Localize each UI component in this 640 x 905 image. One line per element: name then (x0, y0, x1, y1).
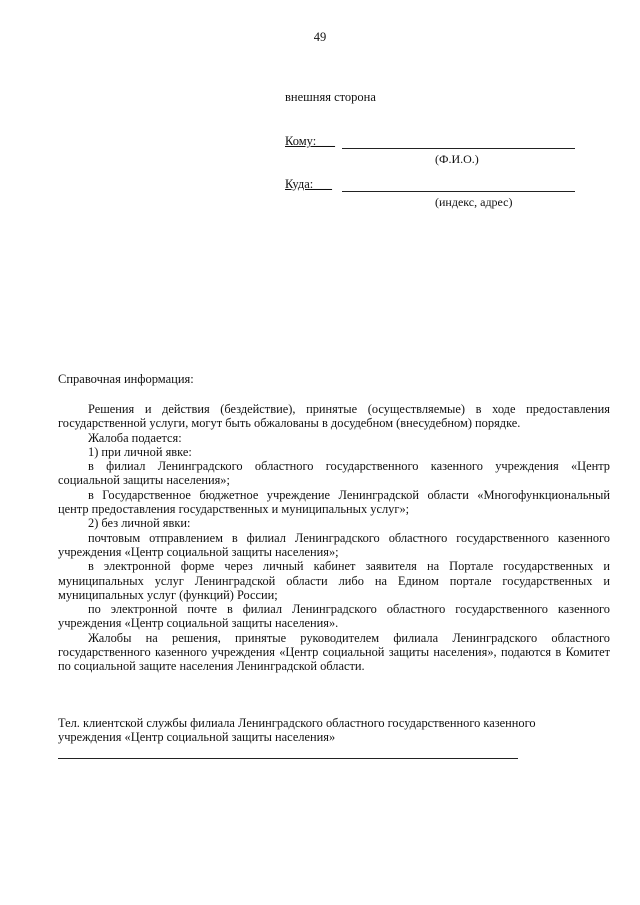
paragraph: в Государственное бюджетное учреждение Ленинградской области «Многофункциональный центр предоставления государственных и муниципальных услуг»; (58, 487, 610, 517)
contact-block (58, 716, 588, 745)
paragraph: Жалоба подается: (88, 430, 182, 445)
paragraph: по электронной почте в филиал Ленинградского областного государственного казенного учреждения «Центр социальной защиты населения». (58, 602, 610, 631)
paragraph: 1) при личной явке: (88, 444, 192, 459)
to-field (285, 134, 575, 166)
paragraph: 2) без личной явки: (88, 516, 191, 531)
where-line (342, 191, 575, 192)
contact-line (58, 758, 518, 759)
side-label: внешняя сторона (285, 90, 376, 104)
paragraph: почтовым отправлением в филиал Ленинградского областного государственного казенного учреждения «Центр социальной защиты населения»; (58, 530, 610, 559)
to-hint: (Ф.И.О.) (435, 152, 479, 166)
contact-text: Тел. клиентской службы филиала Ленинградского областного государственного казенного учреждения «Центр социальной защиты населения» (58, 716, 536, 745)
to-label: Кому:___ (285, 134, 335, 148)
reference-title: Справочная информация: (58, 372, 194, 386)
reference-body (58, 402, 610, 674)
paragraph: Жалобы на решения, принятые руководителем филиала Ленинградского областного государственного казенного учреждения «Центр социальной защиты населения», подаются в Комитет по социальной защите населения Ленинградской области. (58, 630, 610, 674)
where-hint: (индекс, адрес) (435, 195, 513, 209)
page-number: 49 (313, 30, 327, 44)
where-field (285, 177, 575, 209)
to-line (342, 148, 575, 149)
where-label: Куда:___ (285, 177, 332, 191)
paragraph: в электронной форме через личный кабинет заявителя на Портале государственных и муниципальных услуг Ленинградской области либо на Едином портале государственных и муниципальных услуг (функций) России; (58, 559, 610, 602)
paragraph: Решения и действия (бездействие), принятые (осуществляемые) в ходе предоставления государственной услуги, могут быть обжалованы в досудебном (внесудебном) порядке. (58, 402, 610, 431)
paragraph: в филиал Ленинградского областного государственного казенного учреждения «Центр социальной защиты населения»; (58, 459, 610, 488)
